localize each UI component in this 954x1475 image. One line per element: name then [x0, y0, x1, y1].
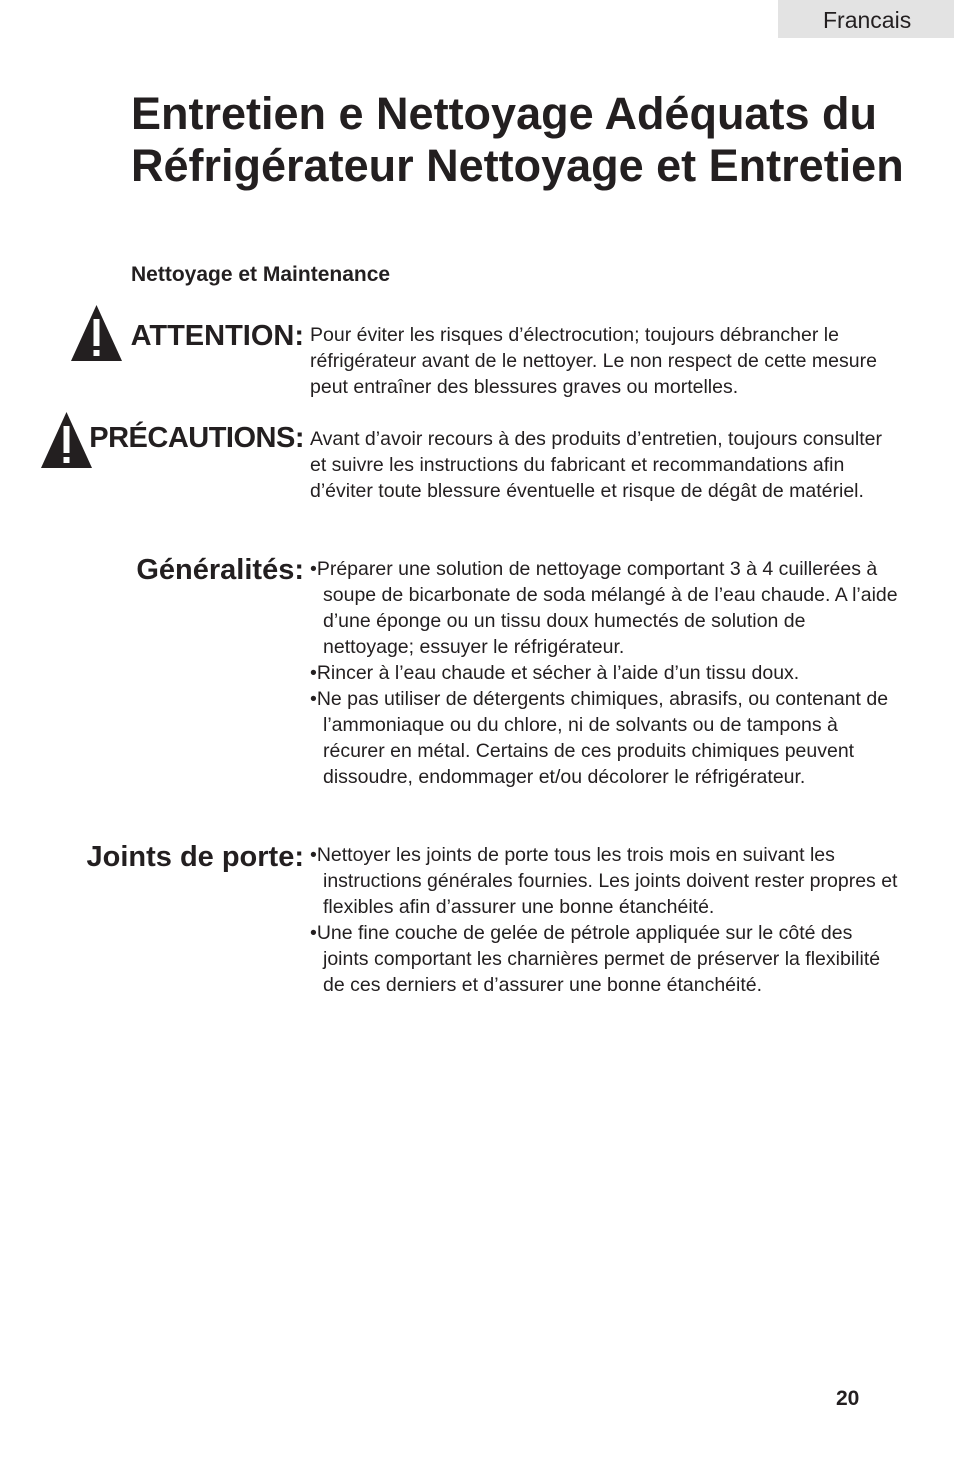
- generalites-label: Généralités:: [136, 554, 304, 586]
- list-item: • Préparer une solution de nettoyage comportant 3 à 4 cuillerées à soupe de bicarbonate de soda mélangé à de l’eau chaude. A l’aide d’une éponge ou un tissu doux humectés de solution de nettoyage; essuyer le réfrigérateur.: [310, 556, 900, 660]
- attention-label: ATTENTION:: [130, 320, 304, 352]
- precautions-text: Avant d’avoir recours à des produits d’entretien, toujours consulter et suivre les instructions du fabricant et recommandations afin d’éviter toute blessure éventuelle et risque de dégât de matériel.: [310, 428, 882, 502]
- list-item: • Rincer à l’eau chaude et sécher à l’aide d’un tissu doux.: [310, 660, 900, 686]
- warning-triangle-icon: [41, 412, 92, 468]
- joints-label: Joints de porte:: [86, 841, 304, 873]
- list-item: • Une fine couche de gelée de pétrole appliquée sur le côté des joints comportant les charnières permet de préserver la flexibilité de ces derniers et d’assurer une bonne étanchéité.: [310, 920, 900, 998]
- list-item: • Nettoyer les joints de porte tous les trois mois en suivant les instructions générales fournies. Les joints doivent rester propres et flexibles afin d’assurer une bonne étanchéité.: [310, 842, 900, 920]
- page-title: Entretien e Nettoyage Adéquats du Réfrigérateur Nettoyage et Entretien: [131, 88, 904, 191]
- language-tab: Francais: [778, 0, 954, 38]
- precautions-label: PRÉCAUTIONS:: [89, 422, 304, 454]
- warning-triangle-icon: [71, 305, 122, 361]
- list-item: • Ne pas utiliser de détergents chimiques, abrasifs, ou contenant de l’ammoniaque ou du chlore, ni de solvants ou de tampons à récurer en métal. Certains de ces produits chimiques peuvent dissoudre, endommager et/ou décolorer le réfrigérateur.: [310, 686, 900, 790]
- section-subheading: Nettoyage et Maintenance: [131, 263, 391, 286]
- attention-text: Pour éviter les risques d’électrocution; toujours débrancher le réfrigérateur avant de le nettoyer. Le non respect de cette mesure peut entraîner des blessures graves ou mortelles.: [310, 324, 877, 398]
- joints-list: [310, 842, 900, 998]
- page-number: 20: [836, 1387, 860, 1410]
- generalites-list: [310, 556, 900, 790]
